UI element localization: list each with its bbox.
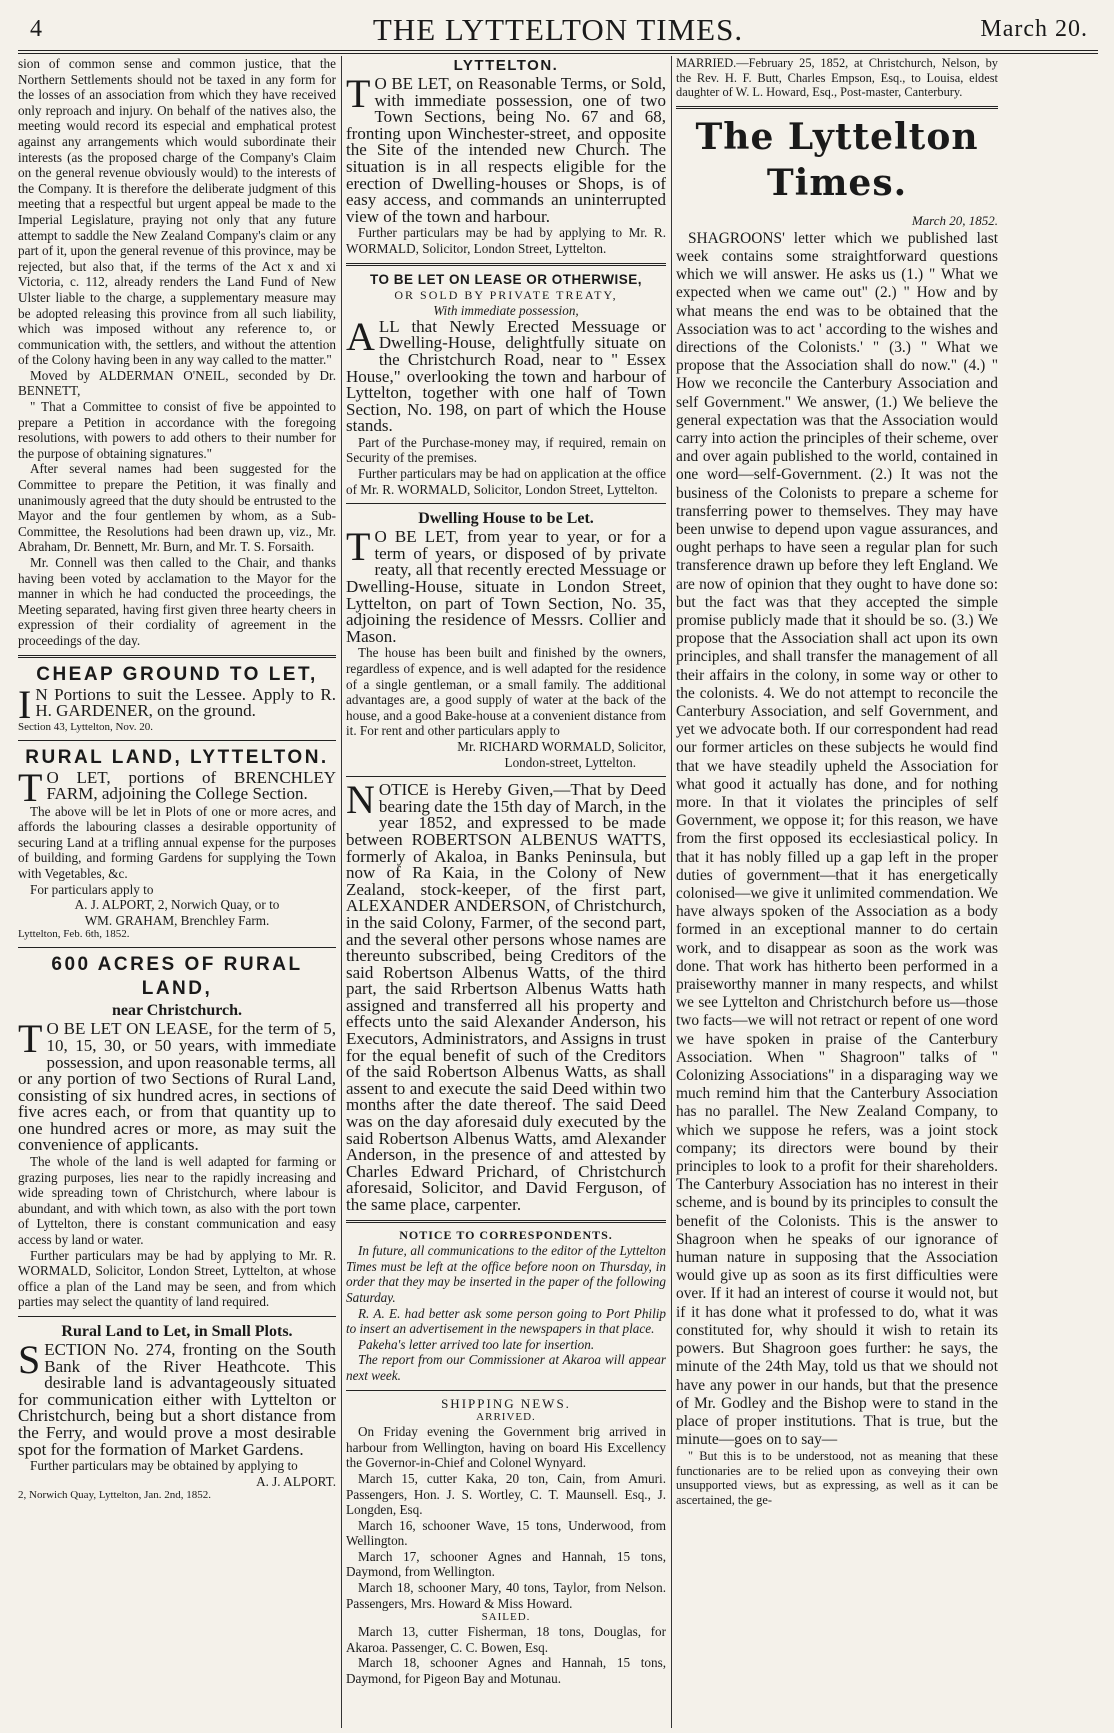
ad-body-2: Further particulars may be had by applying to Mr. R. WORMALD, Solicitor, London Street, Lyttelton. <box>346 225 666 256</box>
ad-divider <box>346 263 666 266</box>
meeting-report-text: sion of common sense and common justice, that the Northern Settlements should not be taxed in any form for the losses of an association from which they have received only reproach and injury. On behalf of the natives also, the meeting would record its especial and emphatical protest against any arrangements which would subordinate their interests (as the proposed charge of the Company's Claim on the general revenue obviously would) to the interests of the Company. It is therefore the deliberate judgment of this meeting that a respectful but urgent appeal be made to the Imperial Legislature, praying not only that any future attempt to saddle the New Zealand Company's claim or any part of it, upon the general revenue of this province, may be rejected, but also that, if the terms of the Act x and xi Victoria, c. 112, already renders the Land Fund of New Ulster liable to the charge, a supplementary measure may be adopted releasing this province from all such liability, which was imposed without any reference to, or communication with, the settlers, and without the attention of the Colony having been in any way called to the matter." <box>18 56 336 368</box>
ad-heading: 600 ACRES OF RURAL LAND, <box>51 954 303 1000</box>
section-heading: NOTICE TO CORRESPONDENTS. <box>399 1227 613 1242</box>
ad-body-2: The whole of the land is well adapted for farming or grazing purposes, lies near to the rapidly increasing and wide spreading town of Christchurch, where labour is abundant, and with which town, as also with the port town of Lyttelton, there is constant communication and easy access by land or water. <box>18 1154 336 1248</box>
committee-resolution: " That a Committee to consist of five be appointed to prepare a Petition in accordance with the foregoing resolutions, with powers to add others to their number for the purpose of obtaining signatures." <box>18 399 336 461</box>
drop-cap: T <box>18 1016 43 1062</box>
correspondent-note: Pakeha's letter arrived too late for insertion. <box>358 1336 595 1352</box>
ad-body-2: The house has been built and finished by the owners, regardless of expence, and is well adapted for the residence of a single gentleman, or a small family. The additional advantages are, a good supply of water at the back of the house, and a good Bake-house at a convenient distance from it. For rent and other particulars apply to <box>346 645 666 739</box>
ad-subheading: OR SOLD BY PRIVATE TREATY, <box>394 287 618 302</box>
shipping-entry: On Friday evening the Government brig arrived in harbour from Wellington, having on board His Excellency the Governor-in-Chief and Colonel Wynyard. <box>346 1424 666 1471</box>
notice-body: OTICE is Hereby Given,—That by Deed bearing date the 15th day of March, in the year 1852, and expressed to be made between ROBERTSON ALBENUS WATTS, formerly of Akaloa, in Banks Peninsula, but now of Ra Kaia, in the Colony of New Zealand, stock-keeper, of the first part, ALEXANDER ANDERSON, of Christchurch, in the said Colony, Farmer, of the second part, and the several other persons whose names are thereunto subscribed, being Creditors of the said Robertson Albenus Watts, of the third part, the said Rrbertson Albenus Watts hath assigned and transferred all his property and effects unto the said Alexander Anderson, his Executors, Administrators, and Assigns in trust for the equal benefit of such of the Creditors of the said Robertson Albenus Watts, as shall assent to and execute the said Deed within two months after the date thereof. The said Deed was on the day aforesaid duly executed by the said Robertson Albenus Watts, amd Alexander Anderson, in the presence of and attested by Charles Edward Prichard, of Christchurch aforesaid, Solicitor, and David Ferguson, of the same place, carpenter. <box>346 780 666 1214</box>
drop-cap: T <box>346 524 371 570</box>
ad-divider <box>18 947 336 948</box>
column-1 <box>18 56 336 1728</box>
ad-contact-1: A. J. ALPORT, 2, Norwich Quay, or to <box>74 897 280 913</box>
shipping-entry: March 16, schooner Wave, 15 tons, Underwood, from Wellington. <box>346 1517 666 1549</box>
ad-body: O BE LET ON LEASE, for the term of 5, 10, 15, 30, or 50 years, with immediate possession, and upon reasonable terms, all or any portion of two Sections of Rural Land, consisting of six hundred acres, in sections of five acres each, or from that quantity up to one hundred acres or more, as may suit the convenience of applicants. <box>18 1019 336 1155</box>
shipping-entry: March 18, schooner Agnes and Hannah, 15 tons, Daymond, for Pigeon Bay and Motunau. <box>346 1655 666 1687</box>
marriage-notice: MARRIED.—February 25, 1852, at Christchurch, Nelson, by the Rev. H. F. Butt, Charles Empson, Esq., to Louisa, eldest daughter of W. L. Howard, Esq., Post-master, Canterbury. <box>676 56 998 99</box>
editorial-body: SHAGROONS' letter which we published last week contains some straightforward questions which we will answer. He asks us (1.) " What we expected when we came out" (2.) " How and by what means the end was to be obtained that the Association was to act ' according to the wishes and directions of the Colonists.' " (3.) " What we propose that the Association shall do now." (4.) " How we reconcile the Canterbury Association and self Government." We answer, (1.) We believe the general expectation was that the Association would carry into action the principles of their scheme, over and over again published to the world, contained in one word—self-Government. (2.) It was not the business of the Colonists to prepare a scheme for transferring power to themselves. They may have been unwise to depend upon vague assurances, and ought perhaps to have seen a regular plan for such transference drawn up before they left England. We are now of opinion that they ought to have done so: but the fact was that they accepted the simple promise publicly made that it should be so. (3.) We propose that the Association shall act upon its own principles, and shall transfer the management of all their affairs in the colony, in some way or other to the colonists. 4. We do not attempt to reconcile the Canterbury Association, and self Government, and yet we advocate both. If our correspondent had read our former articles on these subjects he would find that we have steadily upheld the Association for what good it actually has done, and for nothing more. In that it violates the principles of self Government, we oppose it; for this reason, we have from the first opposed its ecclesiastical policy. In that it has nobly filled up a gap left in the proper duties of government—that it has energetically colonised—we give it unlimited commendation. We have always spoken of the Association as a body formed in an exceptional manner to do certain work, and to disappear as soon as the work was done. That work has hitherto been performed in a praiseworthy manner in many respects, and whilst we see Lyttelton and Christchurch before us—those two facts—we will not retract or repent of one word we have spoken in praise of the Canterbury Association. When " Shagroon" talks of " Colonizing Associations" in a disparaging way we much remind him that the Canterbury Association has no parallel. The New Zealand Company, to which we suppose he refers, was a joint stock company; its directors were bound by their principles to look to a profit for their shareholders. The Canterbury Association has no interest in their scheme, and is bound by its principles to consult the benefit of the Colonists. This is the answer to Shagroon when he speaks of our ignorance of human nature in supposing that the Association would give up as soon as its first difficulties were over. If it had an interest of course it would not, but if it has done what it professed to do, what it was constituted for, why should it wish to retain its powers. But Shagroon goes further: he says, the minute of the 24th May, told us that we should not have any power in our hands, but that the presence of Mr. Godley and the Bishop were to stand in the place of proper institutions. That is true, but the minute—goes on to say— <box>676 229 998 1449</box>
column-rule <box>671 56 672 1728</box>
ad-rural-land-lyttelton <box>18 746 336 942</box>
shipping-entry: March 17, schooner Agnes and Hannah, 15 tons, Daymond, from Wellington. <box>346 1548 666 1580</box>
ad-dwelling-house <box>346 509 666 770</box>
ad-600-acres <box>18 953 336 1310</box>
shipping-entry: March 15, cutter Kaka, 20 ton, Cain, from Amuri. Passengers, Hon. J. S. Wortley, C. T. Maunsell. Esq., J. Longden, Esq. <box>346 1470 666 1518</box>
ad-heading: Rural Land to Let, in Small Plots. <box>61 1323 293 1340</box>
column-rule <box>341 56 342 1728</box>
ad-lyttelton-sections <box>346 56 666 257</box>
ad-body: N Portions to suit the Lessee. Apply to R. H. GARDENER, on the ground. <box>35 684 336 721</box>
section-heading: SHIPPING NEWS. <box>441 1395 571 1411</box>
ad-heading: LYTTELTON. <box>453 57 559 74</box>
ad-heading: Dwelling House to be Let. <box>418 510 594 528</box>
ad-cheap-ground <box>18 663 336 734</box>
editorial-quote: " But this is to be understood, not as meaning that these functionaries are to be relied upon as conveying their own unsupported views, but as expressing, as well as it can be ascertained, the ge- <box>676 1449 998 1507</box>
ad-body: LL that Newly Erected Messuage or Dwelling-House, delightfully situate on the Christchurch Road, near to " Essex House," overlooking the town and harbour of Lyttelton, together with one half of Town Section, No. 198, on part of which the House stands. <box>346 316 666 436</box>
page-number: 4 <box>30 16 42 42</box>
masthead-rule <box>18 50 1098 54</box>
drop-cap: I <box>18 681 32 727</box>
ad-body-3: Further particulars may be had by applying to Mr. R. WORMALD, Solicitor, London Street, Lyttelton, at whose office a plan of the Land may be seen, and from which parties may select the quantity of land required. <box>18 1247 336 1310</box>
ad-body-3: Further particulars may be had on application at the office of Mr. R. WORMALD, Solicitor, London Street, Lyttelton. <box>346 466 666 497</box>
legal-notice <box>346 777 666 1214</box>
ad-contact-2: WM. GRAHAM, Brenchley Farm. <box>84 912 270 928</box>
ad-signer: A. J. ALPORT. <box>256 1473 336 1489</box>
ad-small-plots <box>18 1322 336 1502</box>
ad-divider <box>346 503 666 504</box>
chair-paragraph: Mr. Connell was then called to the Chair, and thanks having been voted by acclamation to the Mayor for the manner in which he had conducted the proceedings, the Meeting separated, having first given three hearty cheers in expression of their cordiality of agreement in the proceedings of the day. <box>18 555 336 648</box>
ad-signer-2: London-street, Lyttelton. <box>504 754 636 770</box>
column-3 <box>676 56 998 1728</box>
editorial-dateline: March 20, 1852. <box>911 212 998 228</box>
ad-body: O LET, portions of BRENCHLEY FARM, adjoining the College Section. <box>46 767 336 804</box>
correspondent-note: R. A. E. had better ask some person going to Port Philip to insert an advertisement in the newspapers in that place. <box>346 1305 666 1337</box>
issue-date: March 20. <box>980 16 1088 42</box>
ad-divider <box>18 655 336 658</box>
notice-to-correspondents <box>346 1228 666 1384</box>
ad-heading: TO BE LET ON LEASE OR OTHERWISE, <box>369 271 643 287</box>
shipping-entry: March 18, schooner Mary, 40 tons, Taylor, from Nelson. Passengers, Mrs. Howard & Miss Howard. <box>346 1580 666 1611</box>
ad-lease-or-otherwise <box>346 271 666 498</box>
ad-divider <box>346 1390 666 1391</box>
ad-divider <box>346 776 666 777</box>
ad-body-2: Further particulars may be obtained by applying to <box>30 1458 298 1474</box>
ad-footer: Lyttelton, Feb. 6th, 1852. <box>18 928 130 941</box>
correspondent-note: In future, all communications to the editor of the Lyttelton Times must be left at the office before noon on Thursday, in order that they may be inserted in the paper of the following Saturday. <box>346 1243 666 1305</box>
ad-divider <box>18 1316 336 1317</box>
ad-body: O BE LET, on Reasonable Terms, or Sold, with immediate possession, one of two Town Sections, being No. 67 and 68, fronting upon Winchester-street, and opposite the Site of the intended new Church. The situation is in all respects eligible for the erection of Dwelling-houses or Shops, is of easy access, and commands an uninterrupted view of the town and harbour. <box>346 74 666 226</box>
shipping-news <box>346 1396 666 1687</box>
ad-divider <box>676 106 998 109</box>
ad-subheading-2: With immediate possession, <box>433 303 579 319</box>
ad-subheading: near Christchurch. <box>111 1002 243 1020</box>
moved-by-line: Moved by ALDERMAN O'NEIL, seconded by Dr. BENNETT, <box>18 367 336 399</box>
ad-body: ECTION No. 274, fronting on the South Bank of the River Heathcote. This desirable land is advantageously situated for communication either with Lyttelton or Christchurch, being but a short distance from the Ferry, and would prove a most desirable spot for the formation of Market Gardens. <box>18 1340 336 1459</box>
ad-body: O BE LET, from year to year, or for a term of years, or disposed of by private reaty, all that recently erected Messuage or Dwelling-House, situate in London Street, Lyttelton, on part of Town Section, No. 35, adjoining the residence of Messrs. Collier and Mason. <box>346 527 666 646</box>
drop-cap: T <box>346 71 371 116</box>
ad-body-2: The above will be let in Plots of one or more acres, and affords the labouring classes a desirable opportunity of securing Land at a trifling annual expense for the purposes of building, and forming Gardens for supplying the Town with Vegetables, &c. <box>18 803 336 881</box>
masthead <box>18 8 1098 50</box>
ad-divider <box>18 740 336 741</box>
column-2 <box>346 56 666 1728</box>
ad-heading: RURAL LAND, LYTTELTON. <box>25 746 329 768</box>
shipping-subheading: SAILED. <box>481 1611 531 1624</box>
ad-heading: CHEAP GROUND TO LET, <box>36 663 318 685</box>
drop-cap: T <box>18 764 43 810</box>
ad-body-2: Part of the Purchase-money may, if required, remain on Security of the premises. <box>346 434 666 466</box>
ad-signer: Mr. RICHARD WORMALD, Solicitor, <box>457 738 666 754</box>
shipping-entry: March 13, cutter Fisherman, 18 tons, Douglas, for Akaroa. Passenger, C. C. Bowen, Esq. <box>346 1624 666 1655</box>
newspaper-title: THE LYTTELTON TIMES. <box>372 12 744 47</box>
editorial-masthead: The Lyttelton Times. <box>695 115 979 204</box>
correspondent-note: The report from our Commissioner at Akaroa will appear next week. <box>346 1352 666 1383</box>
ad-footer: Section 43, Lyttelton, Nov. 20. <box>18 720 153 733</box>
shipping-subheading: ARRIVED. <box>476 1411 536 1424</box>
ad-footer: 2, Norwich Quay, Lyttelton, Jan. 2nd, 1852. <box>18 1489 211 1502</box>
ad-divider <box>346 1220 666 1223</box>
drop-cap: N <box>346 777 375 823</box>
committee-paragraph: After several names had been suggested for the Committee to prepare the Petition, it was finally and unanimously agreed that the duty should be entrusted to the Mayor and the four gentlemen by whom, as a Sub-Committee, the Resolutions had been drawn up, viz., Mr. Abraham, Dr. Bennett, Mr. Burn, and Mr. T. S. Forsaith. <box>18 461 336 555</box>
drop-cap: S <box>18 1337 41 1382</box>
ad-apply: For particulars apply to <box>30 881 154 897</box>
drop-cap: A <box>346 313 375 359</box>
